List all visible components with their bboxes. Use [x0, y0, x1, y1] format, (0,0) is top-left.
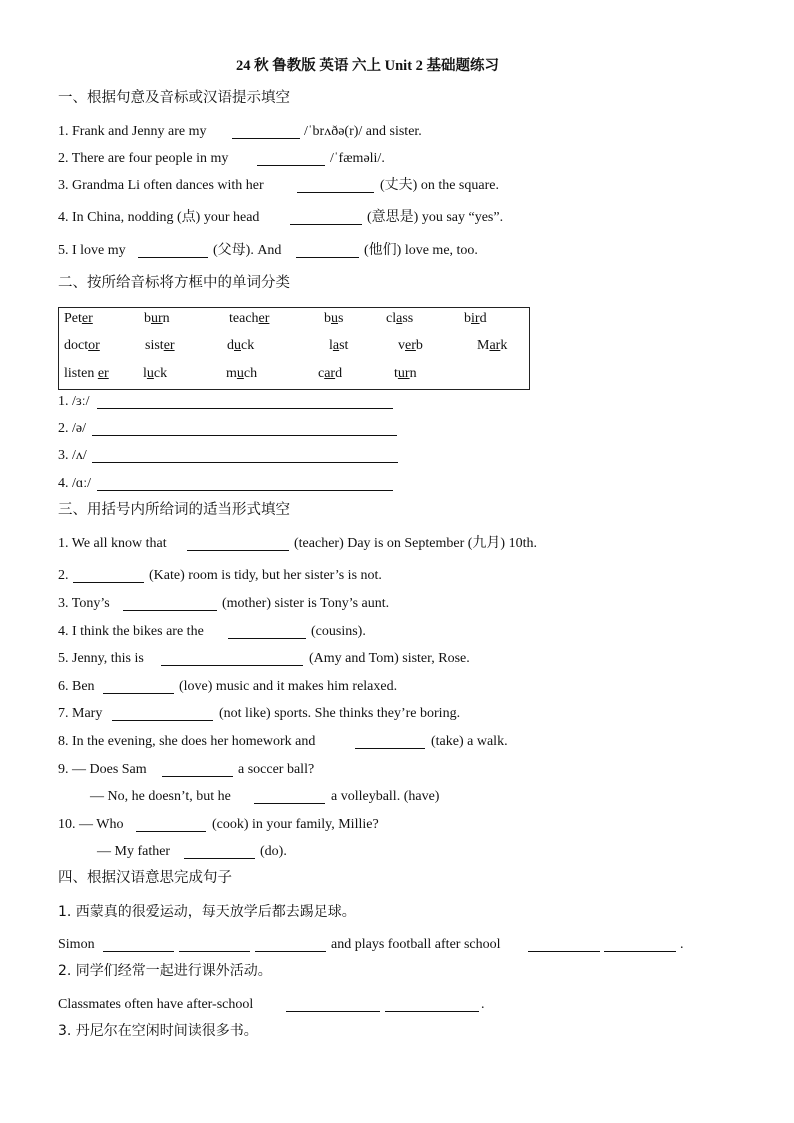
section-4-heading: 四、根据汉语意思完成句子 [58, 870, 232, 886]
p1-q3-text-after: (丈夫) on the square. [380, 178, 499, 193]
p1-q4-text: 4. In China, nodding (点) your head [58, 210, 260, 225]
p3-q2-blank[interactable] [73, 582, 144, 583]
section-3-heading: 三、用括号内所给词的适当形式填空 [58, 502, 290, 518]
p4-q1-blank-5[interactable] [604, 951, 676, 952]
p3-q4-text: 4. I think the bikes are the [58, 624, 204, 639]
p4-q2-blank-2[interactable] [385, 1011, 479, 1012]
p4-q3-chinese: 3. 丹尼尔在空闲时间读很多书。 [58, 1023, 258, 1039]
p3-q3-text-after: (mother) sister is Tony’s aunt. [222, 596, 390, 611]
word-much: much [226, 366, 258, 381]
p1-q2-blank[interactable] [257, 165, 325, 166]
word-teacher: teacher [229, 311, 270, 326]
p3-q10-answer-after: (do). [260, 844, 287, 859]
phon-2-blank[interactable] [92, 435, 397, 436]
p1-q4-blank[interactable] [290, 224, 362, 225]
p4-q1-blank-3[interactable] [255, 951, 326, 952]
p3-q7-text-after: (not like) sports. She thinks they’re boring. [219, 706, 461, 721]
phon-3-blank[interactable] [92, 462, 398, 463]
word-listener: listen er [64, 366, 109, 381]
p3-q5-text-after: (Amy and Tom) sister, Rose. [309, 651, 470, 666]
p1-q5-text: 5. I love my [58, 243, 126, 258]
phon-4-label: 4. /ɑː/ [58, 476, 91, 491]
p3-q7-text: 7. Mary [58, 706, 103, 721]
p4-q2-chinese: 2. 同学们经常一起进行课外活动。 [58, 963, 272, 979]
word-last: last [329, 338, 349, 353]
phon-1-blank[interactable] [97, 408, 393, 409]
p3-q5-text: 5. Jenny, this is [58, 651, 144, 666]
phon-4-blank[interactable] [97, 490, 393, 491]
p4-q1-text: Simon [58, 937, 95, 952]
p1-q5-blank-1[interactable] [138, 257, 208, 258]
p3-q9-answer-after: a volleyball. (have) [331, 789, 440, 804]
p1-q1-blank[interactable] [232, 138, 300, 139]
p3-q9-blank-1[interactable] [162, 776, 233, 777]
p3-q10-blank-1[interactable] [136, 831, 206, 832]
p3-q9-text-after: a soccer ball? [238, 762, 315, 777]
p1-q5-text-mid: (父母). And [213, 243, 282, 258]
p4-q1-blank-2[interactable] [179, 951, 250, 952]
p3-q1-text: 1. We all know that [58, 536, 167, 551]
p4-q1-blank-4[interactable] [528, 951, 600, 952]
p3-q2-text: 2. [58, 568, 69, 583]
p4-q2-blank-1[interactable] [286, 1011, 380, 1012]
p1-q2-text: 2. There are four people in my [58, 151, 229, 166]
p3-q10-answer-text: — My father [97, 844, 171, 859]
p3-q5-blank[interactable] [161, 665, 303, 666]
p3-q9-text: 9. — Does Sam [58, 762, 147, 777]
p3-q8-blank[interactable] [355, 748, 425, 749]
p3-q4-blank[interactable] [228, 638, 306, 639]
section-1-heading: 一、根据句意及音标或汉语提示填空 [58, 90, 290, 106]
p1-q5-text-after: (他们) love me, too. [364, 243, 478, 258]
word-box [58, 307, 530, 390]
page-title: 24 秋 鲁教版 英语 六上 Unit 2 基础题练习 [236, 58, 500, 74]
word-card: card [318, 366, 343, 381]
p3-q6-text: 6. Ben [58, 679, 95, 694]
p3-q6-blank[interactable] [103, 693, 174, 694]
p4-q1-period: . [680, 937, 684, 952]
word-burn: burn [144, 311, 170, 326]
p4-q2-period: . [481, 997, 485, 1012]
p3-q10-text: 10. — Who [58, 817, 124, 832]
p3-q9-answer-text: — No, he doesn’t, but he [90, 789, 231, 804]
p3-q4-text-after: (cousins). [311, 624, 366, 639]
p3-q1-text-after: (teacher) Day is on September (九月) 10th. [294, 536, 537, 551]
p3-q2-text-after: (Kate) room is tidy, but her sister’s is not. [149, 568, 382, 583]
p1-q1-text: 1. Frank and Jenny are my [58, 124, 207, 139]
phon-2-label: 2. /ə/ [58, 421, 86, 436]
word-luck: luck [143, 366, 168, 381]
word-class: class [386, 311, 414, 326]
p1-q3-blank[interactable] [297, 192, 374, 193]
phon-3-label: 3. /ʌ/ [58, 448, 87, 463]
p3-q3-blank[interactable] [123, 610, 217, 611]
p4-q1-text-mid: and plays football after school [331, 937, 501, 952]
p1-q4-text-after: (意思是) you say “yes”. [367, 210, 504, 225]
p3-q8-text-after: (take) a walk. [431, 734, 508, 749]
p3-q8-text: 8. In the evening, she does her homework and [58, 734, 316, 749]
p3-q10-text-after: (cook) in your family, Millie? [212, 817, 379, 832]
p1-q2-text-after: /ˈfæməli/. [330, 151, 385, 166]
p3-q6-text-after: (love) music and it makes him relaxed. [179, 679, 398, 694]
p3-q1-blank[interactable] [187, 550, 289, 551]
p1-q5-blank-2[interactable] [296, 257, 359, 258]
p3-q9-blank-2[interactable] [254, 803, 325, 804]
p1-q1-text-after: /ˈbrʌðə(r)/ and sister. [304, 124, 422, 139]
word-verb: verb [398, 338, 423, 353]
word-bus: bus [324, 311, 344, 326]
word-doctor: doctor [64, 338, 100, 353]
word-mark: Mark [477, 338, 508, 353]
p4-q1-chinese: 1. 西蒙真的很爱运动，每天放学后都去踢足球。 [58, 904, 356, 920]
p1-q3-text: 3. Grandma Li often dances with her [58, 178, 264, 193]
p4-q2-text: Classmates often have after-school [58, 997, 254, 1012]
word-bird: bird [464, 311, 487, 326]
p3-q3-text: 3. Tony’s [58, 596, 110, 611]
p3-q7-blank[interactable] [112, 720, 213, 721]
p3-q10-blank-2[interactable] [184, 858, 255, 859]
word-sister: sister [145, 338, 175, 353]
p4-q1-blank-1[interactable] [103, 951, 174, 952]
word-turn: turn [394, 366, 417, 381]
word-peter: Peter [64, 311, 93, 326]
word-duck: duck [227, 338, 255, 353]
phon-1-label: 1. /ɜː/ [58, 394, 90, 409]
section-2-heading: 二、按所给音标将方框中的单词分类 [58, 275, 290, 291]
